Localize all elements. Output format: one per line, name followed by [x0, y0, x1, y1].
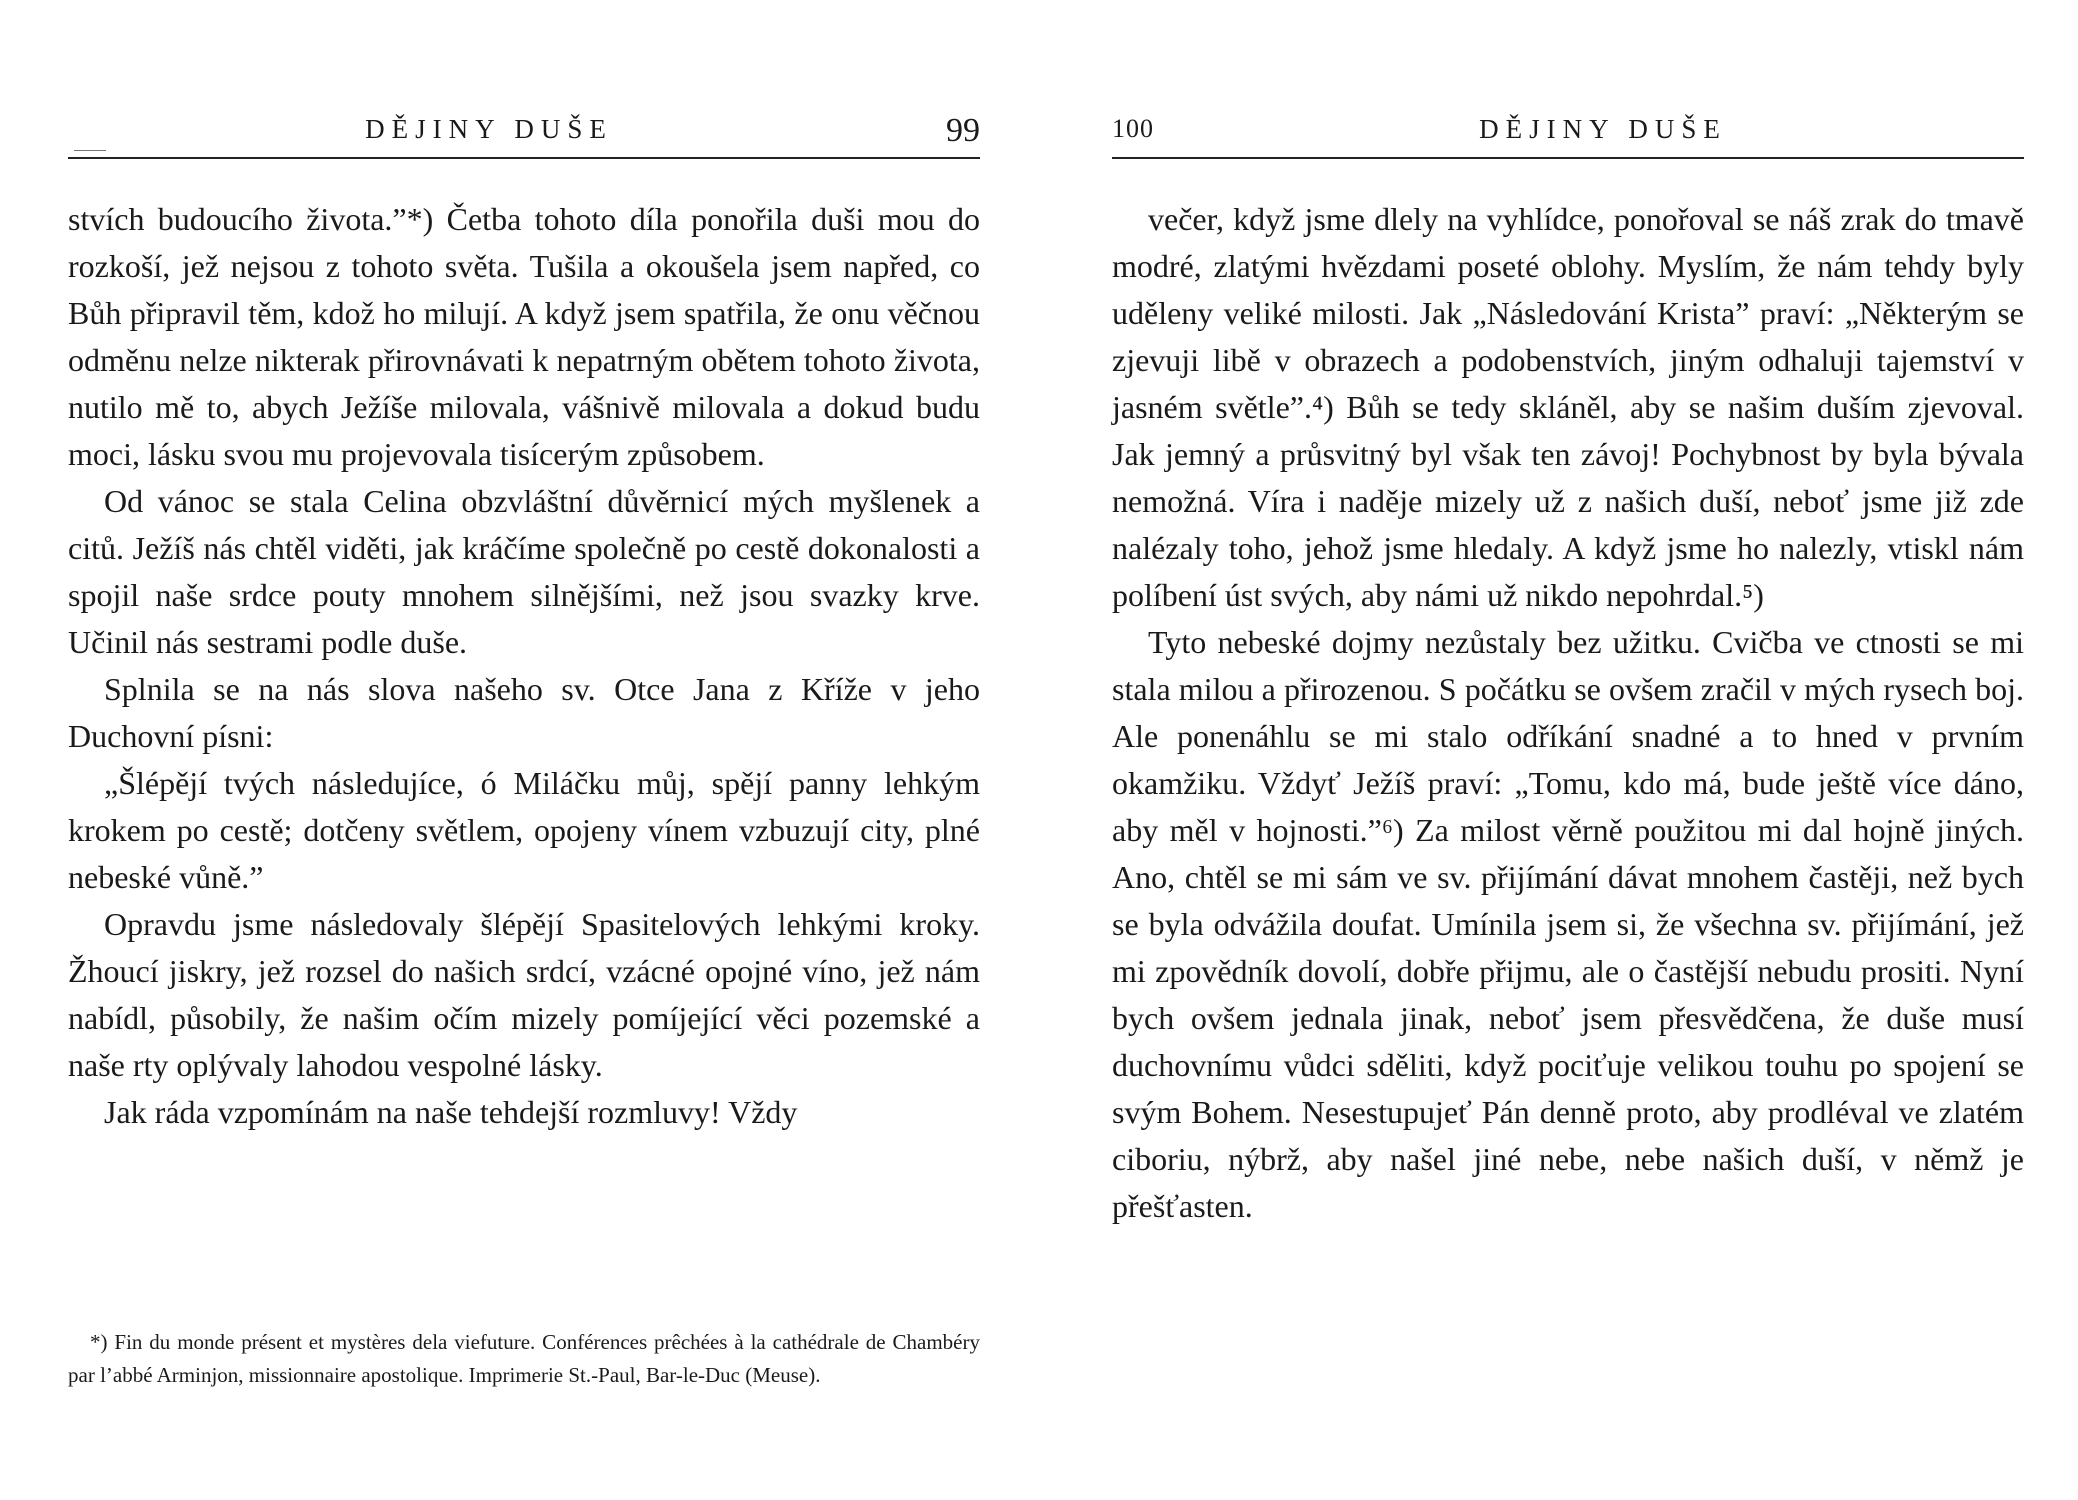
running-title: DĚJINY DUŠE — [365, 114, 613, 144]
page-number: 100 — [1112, 114, 1154, 143]
right-page — [1112, 0, 2024, 1500]
right-page-header — [1112, 108, 2024, 152]
quotation: „Šlépějí tvých následujíce, ó Miláčku můj, spějí panny lehkým krokem po cestě; dotčeny světlem, opojeny vínem vzbuzují city, plné nebeské vůně.” — [68, 765, 980, 895]
header-rule — [68, 157, 980, 159]
footnote: *) Fin du monde présent et mystères dela viefuture. Conférences prêchées à la cathédrale de Chambéry par l’abbé Arminjon, missionnaire apostolique. Imprimerie St.-Paul, Bar-le-Duc (Meuse). — [68, 1330, 980, 1387]
paragraph: Jak ráda vzpomínám na naše tehdejší rozmluvy! Vždy — [104, 1094, 798, 1130]
left-page-body — [68, 196, 980, 1136]
paragraph: Tyto nebeské dojmy nezůstaly bez užitku. Cvičba ve ctnosti se mi stala milou a přirozenou. S počátku se ovšem zračil v mých rysech boj. Ale ponenáhlu se mi stalo odříkání snadné a to hned v prvním okamžiku. Vždyť Ježíš praví: „Tomu, kdo má, bude ještě více dáno, aby měl v hojnosti.”⁶) Za milost věrně použitou mi dal hojně jiných. Ano, chtěl se mi sám ve sv. přijímání dávat mnohem častěji, než bych se byla odvážila doufat. Umínila jsem si, že všechna sv. přijímání, jež mi zpovědník dovolí, dobře přijmu, ale o častější nebudu prositi. Nyní bych ovšem jednala jinak, neboť jsem přesvědčena, že duše musí duchovnímu vůdci sděliti, když pociťuje velikou touhu po spojení se svým Bohem. Nesestupujeť Pán denně proto, aby prodléval ve zlatém ciboriu, nýbrž, aby našel jiné nebe, nebe našich duší, v němž je přešťasten. — [1112, 624, 2024, 1224]
right-page-body — [1112, 196, 2024, 1230]
paragraph: Od vánoc se stala Celina obzvláštní důvěrnicí mých myšlenek a citů. Ježíš nás chtěl viděti, jak kráčíme společně po cestě dokonalosti a spojil naše srdce pouty mnohem silnějšími, než jsou svazky krve. Učinil nás sestrami podle duše. — [68, 483, 980, 660]
paragraph: večer, když jsme dlely na vyhlídce, ponořoval se náš zrak do tmavě modré, zlatými hvězdami poseté oblohy. Myslím, že nám tehdy byly uděleny veliké milosti. Jak „Následování Krista” praví: „Některým se zjevuji libě v obrazech a podobenstvích, jiným odhaluji tajemství v jasném světle”.⁴) Bůh se tedy skláněl, aby se našim duším zjevoval. Jak jemný a průsvitný byl však ten závoj! Pochybnost by byla bývala nemožná. Víra i naděje mizely už z našich duší, neboť jsme již zde nalézaly toho, jehož jsme hledaly. A když jsme ho nalezly, vtiskl nám políbení úst svých, aby námi už nikdo nepohrdal.⁵) — [1112, 201, 2024, 613]
page-number: 99 — [946, 112, 980, 149]
header-rule — [1112, 157, 2024, 159]
running-title: DĚJINY DUŠE — [1479, 114, 1727, 144]
paragraph: Splnila se na nás slova našeho sv. Otce Jana z Kříže v jeho Duchovní písni: — [68, 671, 980, 754]
paragraph: Opravdu jsme následovaly šlépějí Spasitelových lehkými kroky. Žhoucí jiskry, jež rozsel do našich srdcí, vzácné opojné víno, jež nám nabídl, působily, že našim očím mizely pomíjející věci pozemské a naše rty oplývaly lahodou vespolné lásky. — [68, 906, 980, 1083]
left-page-header — [68, 108, 980, 152]
header-rule-stub — [74, 150, 106, 151]
paragraph: stvích budoucího života.”*) Četba tohoto díla ponořila duši mou do rozkoší, jež nejsou z tohoto světa. Tušila a okoušela jsem napřed, co Bůh připravil těm, kdož ho milují. A když jsem spatřila, že onu věčnou odměnu nelze nikterak přirovnávati k nepatrným obětem tohoto života, nutilo mě to, abych Ježíše milovala, vášnivě milovala a dokud budu moci, lásku svou mu projevovala tisícerým způsobem. — [68, 201, 980, 472]
left-page — [68, 0, 980, 1500]
